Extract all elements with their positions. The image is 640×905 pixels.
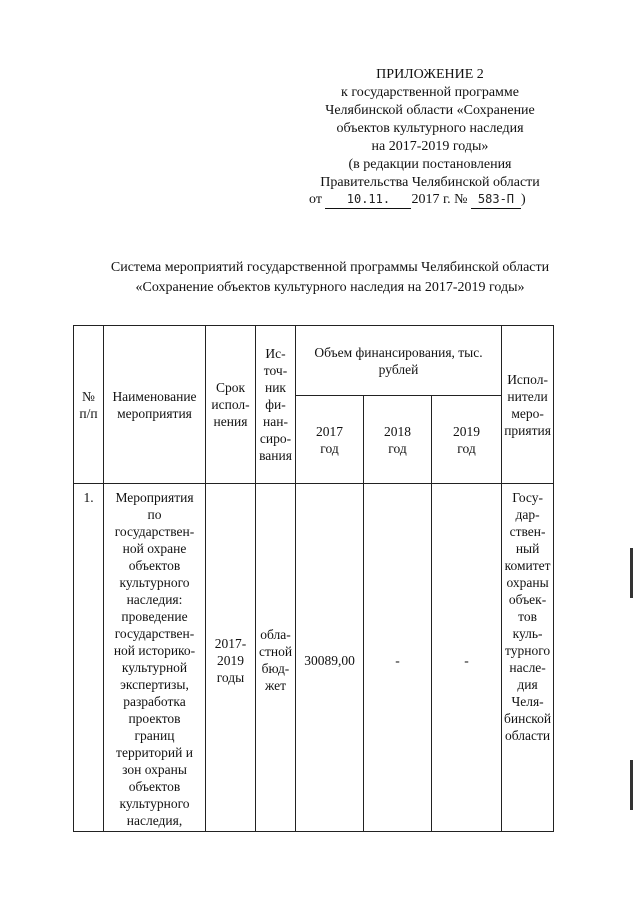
cell-2017 <box>296 484 364 832</box>
document-title-line: «Сохранение объектов культурного наследия на 2017-2019 годы» <box>135 280 525 295</box>
header-executor-text: Испол- нители меро- приятия <box>504 371 551 438</box>
cell-2019 <box>432 484 502 832</box>
header-term-text: Срок испол- нения <box>211 380 250 429</box>
cell-2018-text: - <box>395 652 400 668</box>
annex-line: (в редакции постановления <box>348 157 512 172</box>
header-executor <box>502 326 554 484</box>
sig-prefix: от <box>309 192 322 207</box>
header-year-2017-text: 2017 год <box>316 423 343 456</box>
header-year-2019 <box>432 396 502 484</box>
header-year-2019-text: 2019 год <box>453 423 480 456</box>
sig-year: 2017 г. № <box>411 192 468 207</box>
table-header-row <box>74 326 554 396</box>
cell-2018 <box>364 484 432 832</box>
scan-edge-mark <box>630 548 633 598</box>
cell-source <box>256 484 296 832</box>
header-term <box>206 326 256 484</box>
header-funding <box>296 326 502 396</box>
annex-line: Челябинской области «Сохранение <box>325 103 535 118</box>
annex-line: объектов культурного наследия <box>336 121 524 136</box>
resolution-reference <box>309 192 579 209</box>
annex-line: к государственной программе <box>341 85 519 100</box>
cell-term-text: 2017- 2019 годы <box>214 635 247 685</box>
header-year-2018-text: 2018 год <box>384 423 411 456</box>
document-title <box>60 258 600 298</box>
header-source-text: Ис- точ- ник фи- нан- сиро- вания <box>259 346 292 463</box>
document-title-line: Система мероприятий государственной программы Челябинской области <box>110 260 550 275</box>
cell-name-text: Мероприятия по государствен- ной охране объектов культурного наследия: проведение государствен- ной историко- культурной экспертизы, разработка проектов границ территорий и зон охраны объектов культурного наследия, <box>113 490 196 828</box>
cell-2019-text: - <box>464 652 469 668</box>
sig-suffix: ) <box>520 192 526 207</box>
cell-executor <box>502 484 554 832</box>
header-name <box>104 326 206 484</box>
cell-source-text: обла- стной бюд- жет <box>258 627 293 693</box>
cell-executor-text: Госу- дар- ствен- ный комитет охраны объек- тов куль- турного насле- дия Челя- бинской области <box>504 490 552 743</box>
cell-term <box>206 484 256 832</box>
cell-2017-text: 30089,00 <box>304 652 355 668</box>
measures-table <box>73 325 554 832</box>
sig-date: 10.11. <box>346 192 391 206</box>
sig-date-field <box>325 192 411 209</box>
cell-name <box>104 484 206 832</box>
header-year-2018 <box>364 396 432 484</box>
header-year-2017 <box>296 396 364 484</box>
header-name-text: Наименование мероприятия <box>112 388 197 421</box>
header-num <box>74 326 104 484</box>
sig-number: 583-П <box>477 192 515 206</box>
annex-line: Правительства Челябинской области <box>320 175 540 190</box>
header-num-text: № п/п <box>79 388 98 421</box>
annex-header <box>300 66 560 192</box>
header-source <box>256 326 296 484</box>
cell-num-text: 1. <box>83 490 94 505</box>
table-row <box>74 484 554 832</box>
header-funding-text: Объем финансирования, тыс. рублей <box>314 344 483 377</box>
annex-title: ПРИЛОЖЕНИЕ 2 <box>376 67 484 82</box>
annex-line: на 2017-2019 годы» <box>371 139 489 154</box>
scan-edge-mark <box>630 760 633 810</box>
cell-num <box>74 484 104 832</box>
sig-number-field <box>471 192 521 209</box>
